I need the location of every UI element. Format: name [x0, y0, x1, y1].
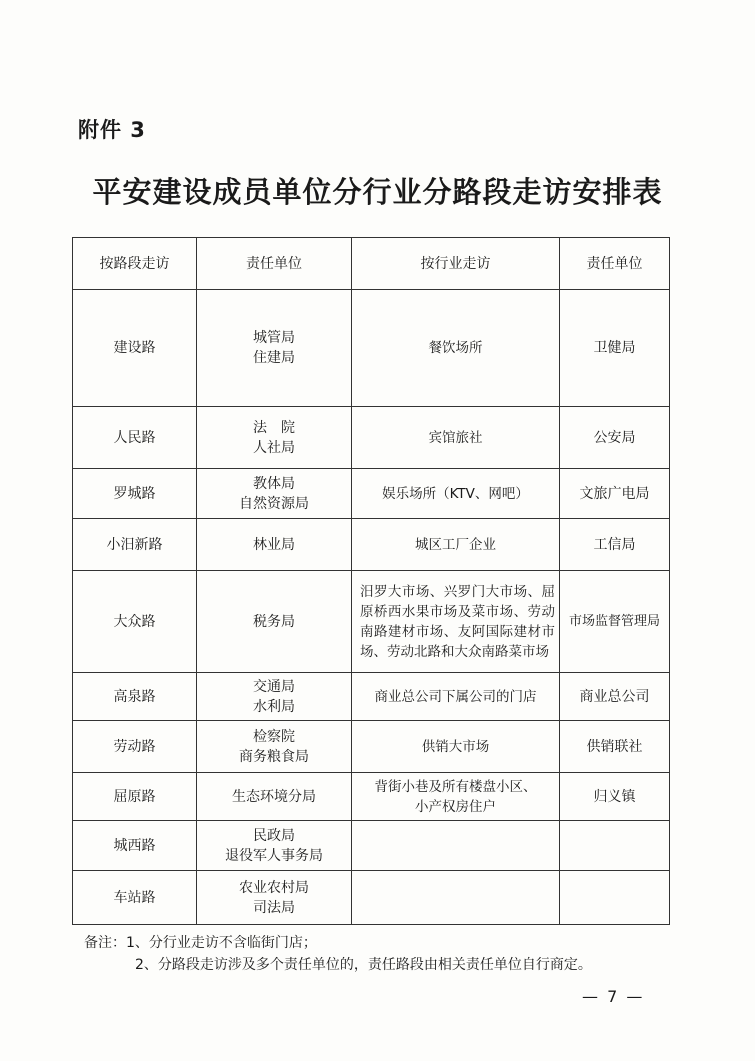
industry-unit-cell: 商业总公司 [560, 673, 670, 721]
road-unit-cell: 城管局 住建局 [197, 290, 352, 407]
industry-cell: 城区工厂企业 [352, 519, 560, 571]
road-unit-cell: 检察院 商务粮食局 [197, 721, 352, 773]
road-cell: 城西路 [73, 821, 197, 871]
industry-cell: 餐饮场所 [352, 290, 560, 407]
industry-unit-cell: 卫健局 [560, 290, 670, 407]
remark-line-2: 2、分路段走访涉及多个责任单位的，责任路段由相关责任单位自行商定。 [135, 957, 592, 973]
road-cell: 车站路 [73, 871, 197, 925]
header-road: 按路段走访 [73, 238, 197, 290]
industry-cell: 供销大市场 [352, 721, 560, 773]
remarks [84, 932, 592, 976]
document-title: 平安建设成员单位分行业分路段走访安排表 [92, 175, 663, 209]
industry-cell: 娱乐场所（KTV、网吧） [352, 469, 560, 519]
header-industry: 按行业走访 [352, 238, 560, 290]
table-row [73, 407, 670, 469]
road-cell: 罗城路 [73, 469, 197, 519]
table-header-row [73, 238, 670, 290]
table-row [73, 571, 670, 673]
road-unit-cell: 法 院 人社局 [197, 407, 352, 469]
road-unit-cell: 税务局 [197, 571, 352, 673]
industry-cell [352, 871, 560, 925]
table-row [73, 469, 670, 519]
industry-unit-cell: 归义镇 [560, 773, 670, 821]
industry-unit-cell [560, 871, 670, 925]
road-cell: 建设路 [73, 290, 197, 407]
industry-unit-cell: 文旅广电局 [560, 469, 670, 519]
industry-unit-cell: 市场监督管理局 [560, 571, 670, 673]
table-row [73, 721, 670, 773]
remark-line-1: 备注：1、分行业走访不含临街门店； [84, 935, 317, 951]
industry-cell: 宾馆旅社 [352, 407, 560, 469]
table-row [73, 821, 670, 871]
road-cell: 屈原路 [73, 773, 197, 821]
road-unit-cell: 教体局 自然资源局 [197, 469, 352, 519]
header-industry-unit: 责任单位 [560, 238, 670, 290]
road-cell: 小汨新路 [73, 519, 197, 571]
industry-unit-cell [560, 821, 670, 871]
table-row [73, 673, 670, 721]
industry-cell [352, 821, 560, 871]
road-cell: 劳动路 [73, 721, 197, 773]
industry-cell: 背街小巷及所有楼盘小区、 小产权房住户 [352, 773, 560, 821]
road-cell: 高泉路 [73, 673, 197, 721]
road-unit-cell: 农业农村局 司法局 [197, 871, 352, 925]
industry-cell: 商业总公司下属公司的门店 [352, 673, 560, 721]
road-unit-cell: 民政局 退役军人事务局 [197, 821, 352, 871]
road-unit-cell: 交通局 水利局 [197, 673, 352, 721]
visit-schedule-table [72, 237, 670, 925]
table-row [73, 871, 670, 925]
road-cell: 人民路 [73, 407, 197, 469]
page-number: — 7 — [582, 987, 645, 1006]
table-row [73, 519, 670, 571]
industry-cell: 汨罗大市场、兴罗门大市场、屈原桥西水果市场及菜市场、劳动南路建材市场、友阿国际建材市场、劳动北路和大众南路菜市场 [352, 571, 560, 673]
industry-unit-cell: 供销联社 [560, 721, 670, 773]
table-row [73, 290, 670, 407]
industry-unit-cell: 公安局 [560, 407, 670, 469]
industry-unit-cell: 工信局 [560, 519, 670, 571]
table-row [73, 773, 670, 821]
road-unit-cell: 生态环境分局 [197, 773, 352, 821]
road-unit-cell: 林业局 [197, 519, 352, 571]
attachment-label: 附件 3 [78, 118, 146, 142]
road-cell: 大众路 [73, 571, 197, 673]
header-road-unit: 责任单位 [197, 238, 352, 290]
